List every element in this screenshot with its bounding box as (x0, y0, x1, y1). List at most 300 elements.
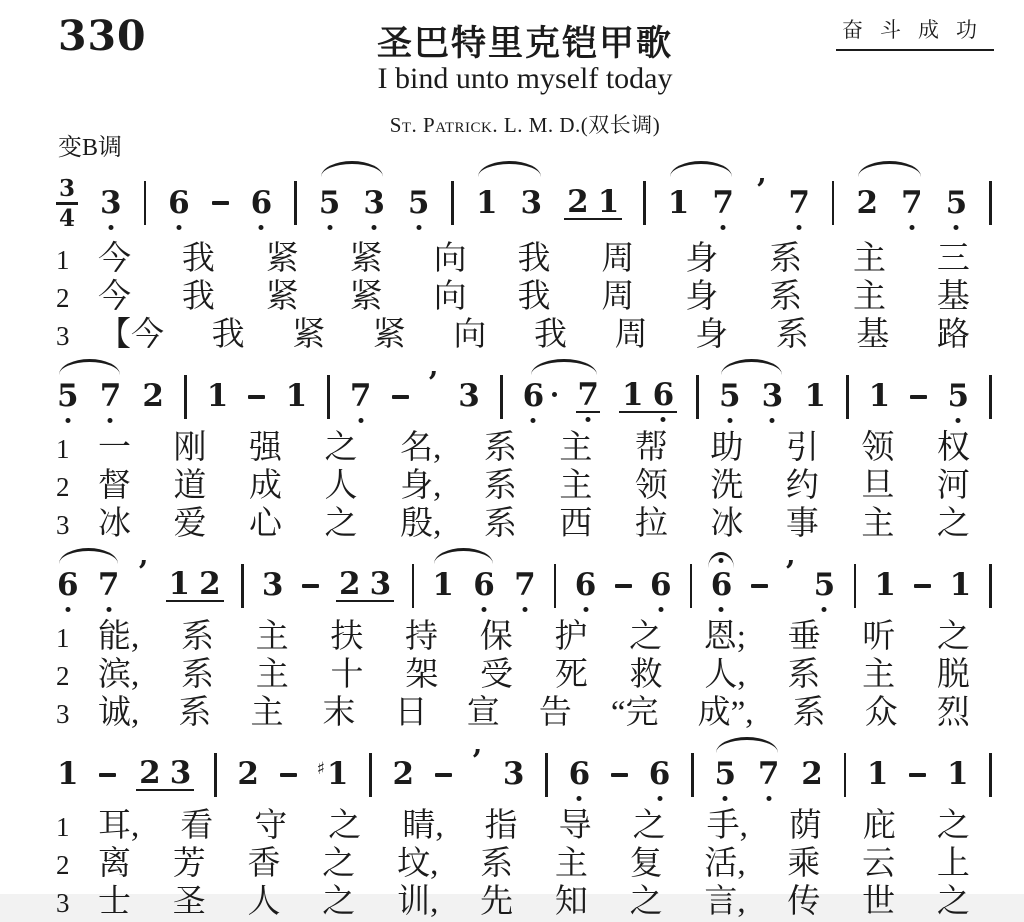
key-signature: 变B调 (58, 135, 123, 161)
lyric-syllable: 洗 (710, 467, 744, 504)
note-digit: 7 (97, 570, 121, 601)
lyric-syllable: 冰 (98, 505, 131, 542)
lyric-syllable: 刚 (173, 429, 207, 466)
lyric-syllable: 知 (554, 883, 588, 920)
lyric-syllable: 主 (853, 278, 887, 315)
bar-line (451, 181, 454, 225)
note-digit: 7 (787, 188, 811, 219)
lyric-syllable: 紧 (265, 240, 299, 277)
verse-row (56, 808, 994, 846)
lyric-syllable: 成”, (697, 694, 754, 731)
low-octave-dot (108, 225, 113, 230)
note-digit: 5 (945, 188, 969, 219)
bar-line (500, 375, 503, 419)
lyric-syllable: 能, (98, 618, 140, 655)
low-octave-dot (956, 418, 961, 423)
lyric-syllable: 听 (862, 618, 896, 655)
slur (59, 359, 120, 375)
duration-dash (392, 395, 409, 399)
note-digit: 1 (475, 184, 498, 221)
slur (434, 548, 493, 564)
bar-line (184, 375, 187, 419)
bar-line (144, 181, 147, 225)
verse-lyrics (90, 279, 994, 316)
music-system (56, 736, 994, 922)
note-digit: 7 (900, 188, 924, 219)
lyric-syllable: 系 (769, 240, 803, 277)
note (362, 184, 386, 221)
slur (716, 737, 778, 753)
bar-line (989, 753, 992, 797)
verse-lyrics (90, 317, 994, 354)
verse-lyrics (90, 619, 994, 656)
notation-row (56, 358, 994, 430)
lyric-syllable: 道 (173, 467, 207, 504)
notation-row (56, 160, 994, 241)
duration-dash (212, 201, 229, 205)
beamed-note-group (336, 566, 394, 602)
lyric-syllable: 身 (685, 278, 719, 315)
low-octave-dot (583, 607, 588, 612)
note-digit: 1 (804, 378, 826, 414)
bar-line (214, 753, 217, 797)
lyric-syllable: 事 (785, 505, 819, 542)
note-digit: 1 (432, 567, 454, 603)
note-digit: 5 (713, 759, 737, 790)
lyric-syllable: 烈 (936, 694, 970, 731)
bar-line (846, 375, 849, 419)
low-octave-dot (481, 607, 486, 612)
note (141, 378, 165, 414)
note-digit: 3 (458, 378, 480, 414)
lyric-syllable: 系 (178, 694, 212, 731)
note (568, 756, 592, 792)
low-octave-dot (522, 607, 527, 612)
lyric-syllable: 系 (480, 845, 514, 882)
duration-dash (615, 584, 632, 588)
lyric-syllable: 我 (181, 278, 215, 315)
note (813, 567, 837, 603)
lyric-syllable: 之 (936, 807, 970, 844)
bar-line (690, 564, 693, 608)
lyric-syllable: 周 (614, 316, 648, 353)
low-octave-dot (108, 418, 113, 423)
note (949, 567, 973, 603)
note (800, 756, 824, 792)
note (576, 377, 600, 413)
lyric-syllable: 十 (330, 656, 364, 693)
note-digit: 7 (576, 380, 600, 413)
lyric-syllable: 之 (936, 883, 970, 920)
lyric-syllable: 心 (249, 505, 283, 542)
lyric-syllable: 救 (629, 656, 663, 693)
lyric-syllable: 紧 (349, 278, 383, 315)
note-digit: 1 (168, 566, 191, 602)
lyric-syllable: 传 (787, 883, 821, 920)
low-octave-dot (954, 225, 959, 230)
lyric-syllable: 睛, (402, 807, 444, 844)
lyric-syllable: 云 (862, 845, 896, 882)
lyric-syllable: 主 (853, 240, 887, 277)
note (349, 378, 373, 414)
note-digit: 1 (597, 183, 620, 220)
bar-line (241, 564, 244, 608)
page-header (56, 12, 994, 160)
lyric-syllable: 领 (634, 467, 668, 504)
verse-lyrics (90, 241, 994, 278)
note (475, 184, 499, 221)
lyric-syllable: 架 (405, 656, 439, 693)
bar-line (554, 564, 557, 608)
note-digit: 6 (710, 570, 734, 601)
sharp-icon: ♯ (316, 759, 325, 779)
lyric-syllable: 路 (936, 316, 970, 353)
note-digit: 2 (339, 566, 361, 602)
lyric-syllable: 扶 (330, 618, 364, 655)
music-system (56, 358, 994, 544)
note-digit: 6 (56, 570, 80, 601)
note (868, 378, 892, 414)
low-octave-dot (822, 607, 827, 612)
lyric-syllable: 滨, (98, 656, 140, 693)
lyric-syllable: 紧 (372, 316, 406, 353)
note (56, 567, 80, 603)
low-octave-dot (65, 607, 70, 612)
bar-line (369, 753, 372, 797)
note (713, 756, 737, 792)
note-digit: 7 (757, 759, 781, 790)
lyric-syllable: 我 (533, 316, 567, 353)
verse-lyrics (90, 695, 994, 732)
lyric-syllable: 芳 (172, 845, 206, 882)
hymn-title: 圣巴特里克铠甲歌 (376, 24, 673, 63)
verse-number: 1 (56, 244, 70, 275)
lyric-syllable: 言, (704, 883, 746, 920)
note (392, 756, 416, 792)
low-octave-dot (727, 418, 732, 423)
note (522, 378, 558, 414)
lyric-syllable: 之 (936, 505, 970, 542)
note (99, 184, 123, 221)
note (431, 567, 455, 603)
note (900, 184, 924, 221)
verse-number: 3 (56, 509, 70, 540)
lyric-syllable: 垂 (787, 618, 821, 655)
note (946, 756, 970, 792)
lyric-syllable: 督 (98, 467, 131, 504)
lyric-syllable: 我 (211, 316, 245, 353)
note-digit: 1 (667, 184, 690, 221)
verse-number: 3 (56, 887, 70, 918)
verse-number: 1 (56, 622, 70, 653)
low-octave-dot (106, 607, 111, 612)
note (667, 184, 691, 221)
note-digit: 1 (285, 378, 308, 414)
duration-dash (99, 773, 116, 777)
lyric-syllable: 拉 (634, 505, 668, 542)
lyric-syllable: 之 (322, 845, 356, 882)
note-digit: 6 (574, 570, 598, 601)
low-octave-dot (327, 225, 332, 230)
lyric-syllable: 耳, (98, 807, 140, 844)
beamed-note-group (564, 183, 622, 220)
note (206, 378, 230, 414)
time-signature (56, 177, 78, 230)
lyric-syllable: 旦 (861, 467, 895, 504)
verse-row (56, 695, 994, 733)
note-digit: 5 (813, 570, 837, 601)
lyric-syllable: 宣 (466, 694, 500, 731)
lyric-syllable: 众 (864, 694, 898, 731)
note (513, 567, 537, 603)
lyric-syllable: 助 (710, 429, 744, 466)
lyric-syllable: 诚, (98, 694, 140, 731)
note (574, 567, 598, 603)
duration-dash (751, 584, 768, 588)
note-digit: 6 (167, 188, 191, 219)
note-digit: 2 (199, 566, 221, 602)
lyric-syllable: 主 (255, 618, 289, 655)
note-digit: 1 (622, 377, 644, 413)
note (855, 184, 879, 221)
lyric-syllable: 系 (775, 316, 809, 353)
note (873, 567, 897, 603)
note-digit: 6 (472, 570, 496, 601)
lyric-syllable: 上 (936, 845, 970, 882)
bar-line (691, 753, 694, 797)
note-digit: 3 (261, 567, 284, 603)
lyric-syllable: 告 (538, 694, 572, 731)
lyric-syllable: 之 (629, 883, 663, 920)
lyric-syllable: 活, (704, 845, 746, 882)
verse-row (56, 241, 994, 279)
music-system (56, 160, 994, 355)
slur (858, 161, 921, 177)
lyric-syllable: 训, (397, 883, 439, 920)
lyric-syllable: 今 (98, 240, 131, 277)
lyric-syllable: 成 (249, 467, 283, 504)
note (407, 184, 431, 221)
note (316, 756, 350, 792)
duration-dash (435, 773, 452, 777)
lyric-syllable: 末 (322, 694, 356, 731)
bar-line (294, 181, 297, 225)
low-octave-dot (766, 796, 771, 801)
note (648, 756, 672, 792)
bar-line (989, 564, 992, 608)
verse-lyrics (90, 846, 994, 883)
lyric-syllable: 人 (247, 883, 281, 920)
lyric-syllable: 保 (479, 618, 513, 655)
slur (531, 359, 597, 375)
low-octave-dot (176, 225, 181, 230)
lyric-syllable: 主 (559, 467, 593, 504)
note (945, 184, 969, 221)
lyric-syllable: 导 (558, 807, 592, 844)
verse-number: 3 (56, 320, 70, 351)
lyric-syllable: 主 (559, 429, 593, 466)
note-digit: 2 (142, 378, 164, 414)
note (803, 378, 827, 414)
low-octave-dot (909, 225, 914, 230)
note-digit: 5 (56, 381, 80, 412)
verse-lyrics (90, 808, 994, 845)
note-digit: 1 (206, 378, 229, 414)
note (167, 184, 191, 221)
verse-row (56, 657, 994, 695)
lyric-syllable: 脱 (936, 656, 970, 693)
lyric-syllable: 人, (704, 656, 746, 693)
lyric-syllable: 我 (517, 278, 551, 315)
verse-row (56, 884, 994, 922)
note-digit: 6 (652, 380, 676, 411)
note-digit: 1 (866, 756, 889, 792)
lyric-syllable: 身 (685, 240, 719, 277)
breath-mark: ’ (137, 555, 149, 590)
low-octave-dot (372, 225, 377, 230)
lyric-syllable: 圣 (172, 883, 206, 920)
note (502, 756, 526, 792)
lyric-syllable: 乘 (787, 845, 821, 882)
lyric-syllable: 复 (629, 845, 663, 882)
verse-row (56, 468, 994, 506)
lyric-syllable: 日 (394, 694, 428, 731)
bar-line (989, 181, 992, 225)
note (56, 756, 80, 792)
lyric-syllable: 系 (769, 278, 803, 315)
lyric-syllable: 殷, (400, 505, 442, 542)
duration-dash (914, 584, 931, 588)
lyric-syllable: 之 (328, 807, 362, 844)
duration-dash (909, 773, 926, 777)
note (761, 378, 785, 414)
slur (59, 548, 118, 564)
note (757, 756, 781, 792)
note (285, 378, 309, 414)
note (710, 567, 734, 603)
lyric-syllable: 之 (632, 807, 666, 844)
low-octave-dot (797, 225, 802, 230)
lyric-syllable: 之 (324, 429, 358, 466)
note-digit: 7 (349, 381, 373, 412)
bar-line (412, 564, 415, 608)
lyric-syllable: 我 (181, 240, 215, 277)
lyric-syllable: 紧 (349, 240, 383, 277)
note-digit: 5 (318, 188, 342, 219)
note (649, 567, 673, 603)
low-octave-dot (770, 418, 775, 423)
note (56, 378, 80, 414)
note-digit: 3 (369, 566, 392, 602)
lyric-syllable: 权 (936, 429, 970, 466)
note (97, 567, 121, 603)
note-digit: 3 (520, 184, 543, 221)
low-octave-dot (531, 418, 536, 423)
lyric-syllable: 手, (706, 807, 748, 844)
lyric-syllable: 系 (792, 694, 826, 731)
note-digit: 6 (648, 759, 672, 790)
note-digit: 5 (947, 381, 971, 412)
note (472, 567, 496, 603)
lyric-syllable: 向 (433, 240, 467, 277)
low-octave-dot (721, 225, 726, 230)
lyric-syllable: 庇 (862, 807, 896, 844)
lyric-syllable: 身, (400, 467, 442, 504)
verse-lyrics (90, 506, 994, 543)
note (787, 184, 811, 221)
hymn-subtitle-english: I bind unto myself today (377, 62, 673, 95)
hymn-number: 330 (58, 12, 147, 60)
bar-line (643, 181, 646, 225)
verse-number: 1 (56, 433, 70, 464)
lyric-syllable: 持 (405, 618, 438, 655)
lyric-syllable: 世 (862, 883, 896, 920)
breath-mark: ’ (427, 366, 439, 401)
verse-number: 2 (56, 282, 70, 313)
lyric-syllable: 指 (484, 807, 518, 844)
music-system (56, 547, 994, 733)
lyric-syllable: 守 (254, 807, 288, 844)
verse-row (56, 317, 994, 355)
verse-row (56, 279, 994, 317)
lyric-syllable: “完 (610, 694, 659, 731)
duration-dash (611, 773, 628, 777)
lyric-syllable: 强 (249, 429, 283, 466)
note-digit: 7 (99, 381, 123, 412)
verse-lyrics (90, 468, 994, 505)
low-octave-dot (657, 796, 662, 801)
verse-lyrics (90, 884, 994, 921)
lyric-syllable: 系 (483, 505, 517, 542)
lyric-syllable: 一 (98, 429, 131, 466)
category-label: 奋斗成功 (836, 14, 994, 51)
lyric-syllable: 主 (554, 845, 588, 882)
note-digit: 1 (326, 756, 349, 792)
note (711, 184, 735, 221)
verse-row (56, 506, 994, 544)
note-digit: 3 (169, 755, 192, 791)
duration-dash (248, 395, 265, 399)
note-digit: 1 (868, 378, 891, 414)
bar-line (327, 375, 330, 419)
note (261, 567, 285, 603)
note-digit: 7 (513, 570, 537, 601)
lyric-syllable: 系 (483, 467, 517, 504)
duration-dash (280, 773, 297, 777)
note-digit: 1 (947, 756, 969, 792)
note (947, 378, 971, 414)
lyric-syllable: 向 (433, 278, 467, 315)
lyric-syllable: 三 (936, 240, 970, 277)
note-digit: 2 (567, 183, 589, 220)
lyric-syllable: 死 (554, 656, 588, 693)
lyric-syllable: 主 (250, 694, 284, 731)
slur (478, 161, 541, 177)
bar-line (832, 181, 835, 225)
note (866, 756, 890, 792)
lyric-syllable: 约 (785, 467, 819, 504)
duration-dash (910, 395, 927, 399)
lyric-syllable: 之 (629, 618, 663, 655)
note-digit: 3 (362, 188, 386, 219)
lyric-syllable: 河 (936, 467, 970, 504)
lyric-syllable: 主 (861, 505, 895, 542)
lyric-syllable: 周 (601, 278, 635, 315)
note-digit: 6 (522, 381, 546, 412)
lyric-syllable: 系 (180, 618, 214, 655)
lyric-syllable: 基 (856, 316, 890, 353)
bar-line (696, 375, 699, 419)
